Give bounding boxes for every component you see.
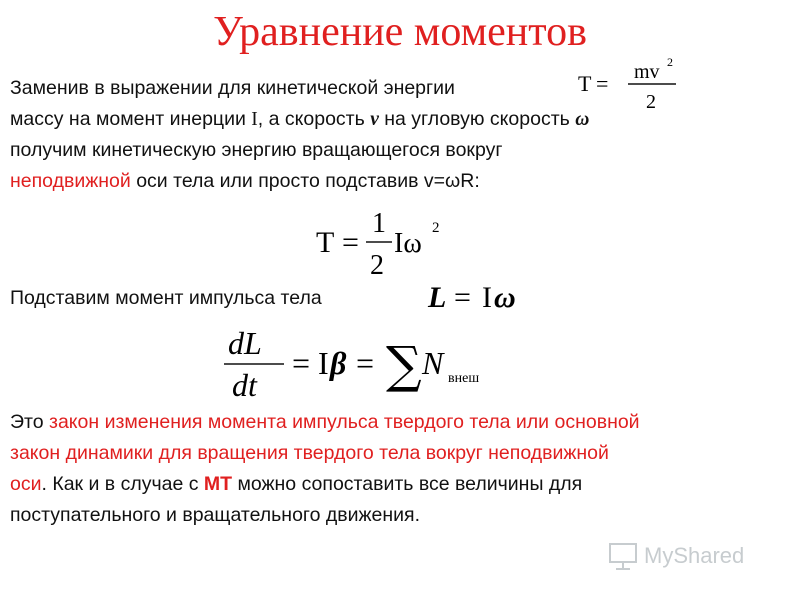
para3-line1: Это закон изменения момента импульса твердого тела или основной	[10, 411, 640, 433]
svg-text:2: 2	[646, 91, 656, 113]
para3-line3: оси. Как и в случае с МТ можно сопоставить все величины для	[10, 473, 583, 495]
svg-text:I: I	[482, 281, 492, 314]
angular-momentum-formula	[424, 275, 524, 324]
svg-text:dt: dt	[232, 367, 257, 403]
moment-equation-formula	[222, 322, 492, 407]
svg-text:=: =	[454, 281, 471, 314]
para2-text: Подставим момент импульса тела	[10, 287, 322, 309]
svg-text:2: 2	[370, 250, 384, 281]
svg-text:внеш: внеш	[448, 371, 480, 386]
svg-text:2: 2	[667, 55, 673, 69]
svg-text:I: I	[318, 345, 329, 381]
svg-text:ω: ω	[494, 281, 516, 314]
svg-text:1: 1	[372, 208, 386, 239]
svg-text:=: =	[292, 345, 311, 381]
svg-text:T: T	[578, 71, 592, 96]
svg-text:mv: mv	[634, 61, 660, 83]
kinetic-energy-formula	[572, 56, 682, 121]
svg-text:∑: ∑	[386, 336, 422, 394]
logo-text: MyShared	[644, 543, 745, 568]
para1-line4: неподвижной оси тела или просто подставив v=ωR:	[10, 170, 480, 192]
rotational-energy-formula	[312, 202, 452, 285]
svg-text:β: β	[330, 345, 347, 381]
svg-text:Iω: Iω	[394, 228, 422, 259]
svg-text:=: =	[342, 226, 359, 259]
para3-line4: поступательного и вращательного движения.	[10, 504, 421, 526]
svg-text:L: L	[428, 281, 447, 314]
svg-text:T: T	[316, 226, 335, 259]
myshared-logo	[604, 538, 774, 574]
svg-text:=: =	[356, 345, 375, 381]
para1-line1: Заменив в выражении для кинетической энергии	[10, 77, 455, 99]
para1-line2: массу на момент инерции I, а скорость v на угловую скорость ω	[10, 108, 590, 130]
svg-text:dL: dL	[228, 325, 262, 361]
svg-text:=: =	[596, 71, 609, 96]
para3-line2: закон динамики для вращения твердого тела вокруг неподвижной	[10, 442, 609, 464]
svg-text:2: 2	[432, 220, 440, 236]
svg-text:N: N	[422, 345, 444, 381]
slide-title: Уравнение моментов	[213, 9, 587, 55]
presentation-screen-icon	[610, 544, 636, 569]
para1-line3: получим кинетическую энергию вращающегося вокруг	[10, 139, 503, 161]
